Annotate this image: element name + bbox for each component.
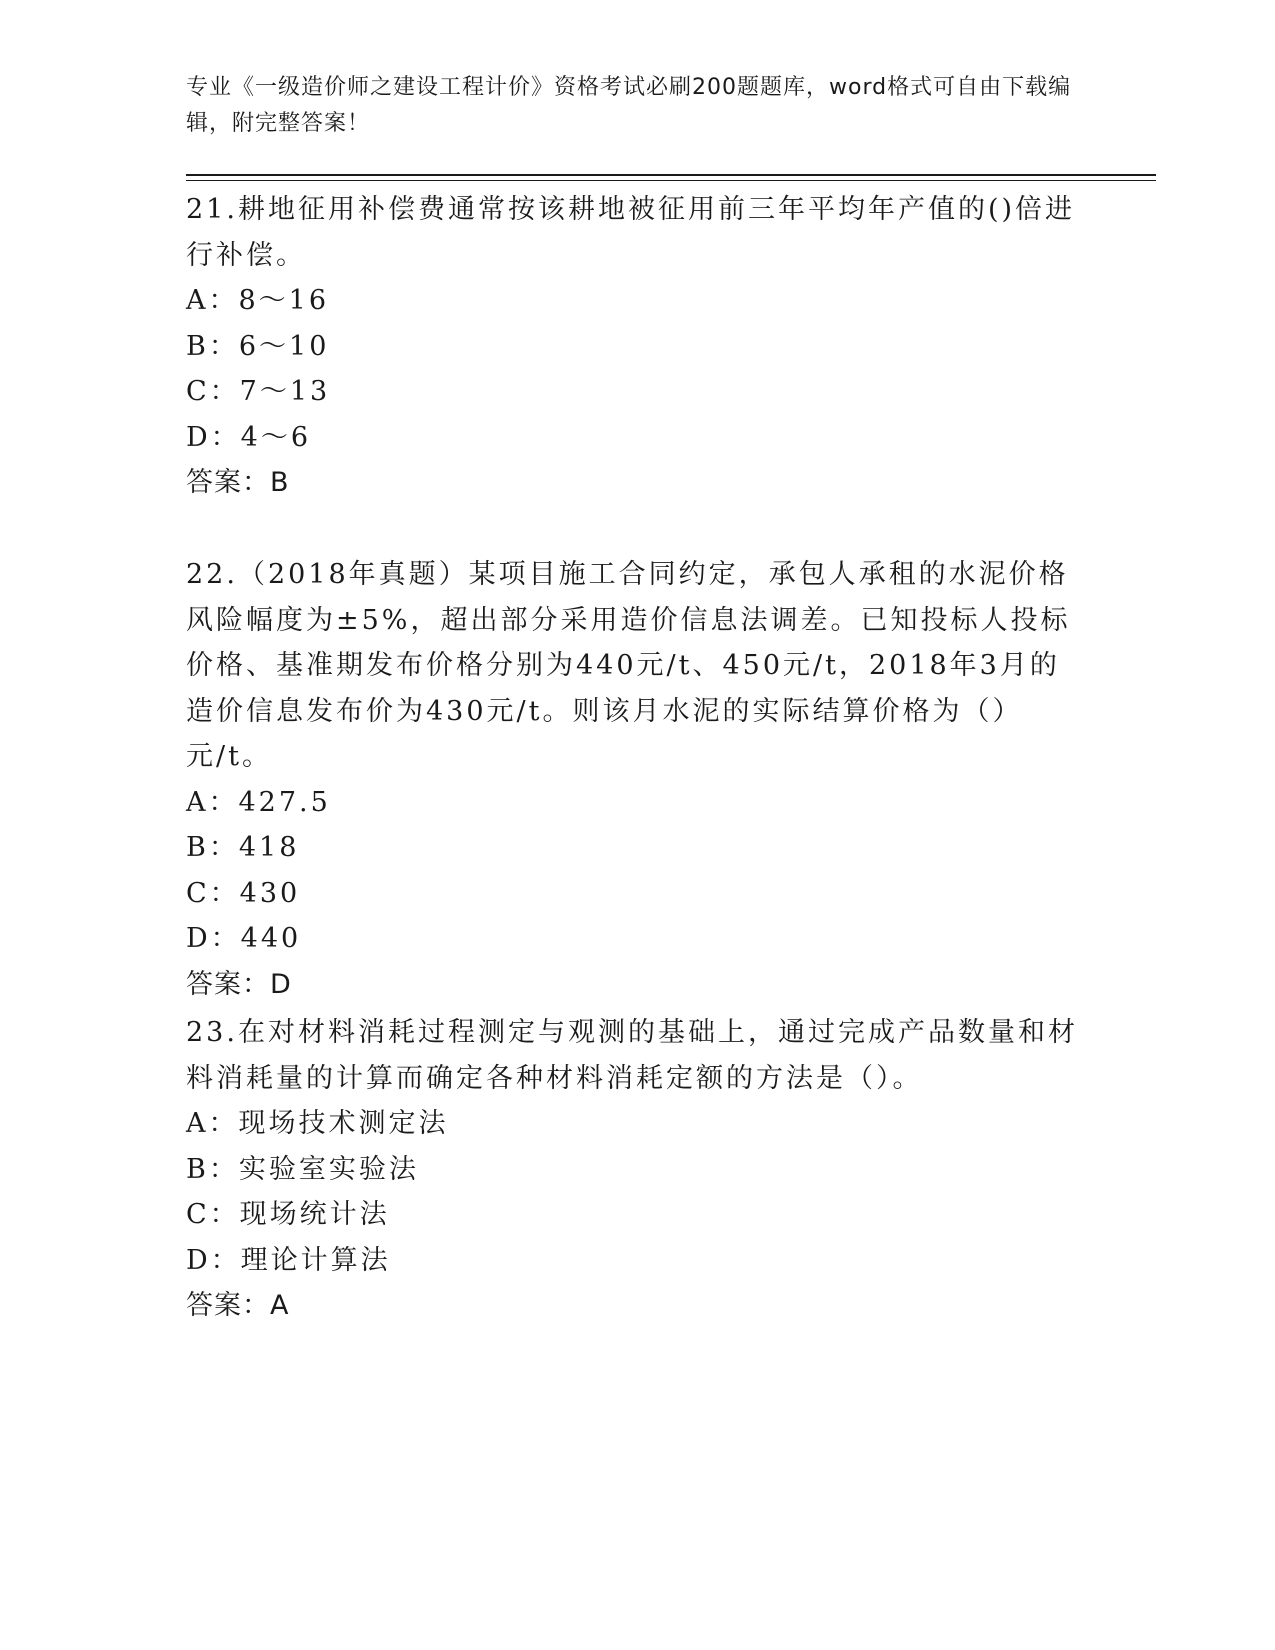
header-divider-thin <box>186 180 1156 181</box>
question-stem: 21.耕地征用补偿费通常按该耕地被征用前三年平均年产值的()倍进行补偿。 <box>186 194 1076 271</box>
option-a: A：现场技术测定法 <box>186 1108 449 1139</box>
question-stem: 22.（2018年真题）某项目施工合同约定，承包人承租的水泥价格风险幅度为±5%，超出部分采用造价信息法调差。已知投标人投标价格、基准期发布价格分别为440元/t、450元/t，2018年3月的造价信息发布价为430元/t。则该月水泥的实际结算价格为（）元/t。 <box>186 559 1071 772</box>
document-header: 专业《一级造价师之建设工程计价》资格考试必刷200题题库，word格式可自由下载编辑，附完整答案！ <box>186 75 1072 136</box>
option-d: D：4～6 <box>186 421 312 453</box>
question-22 <box>186 552 1086 1007</box>
option-d: D：理论计算法 <box>186 1244 391 1276</box>
option-c: C：现场统计法 <box>186 1199 390 1230</box>
question-stem: 23.在对材料消耗过程测定与观测的基础上，通过完成产品数量和材料消耗量的计算而确定各种材料消耗定额的方法是（）。 <box>186 1017 1078 1094</box>
option-a: A：8～16 <box>186 285 330 316</box>
option-b: B：418 <box>186 832 300 863</box>
option-c: C：7～13 <box>186 376 331 407</box>
option-b: B：实验室实验法 <box>186 1153 419 1185</box>
option-d: D：440 <box>186 923 302 954</box>
answer-line: 答案：D <box>186 968 292 1000</box>
question-23 <box>186 1010 1086 1328</box>
option-c: C：430 <box>186 877 301 909</box>
question-21 <box>186 187 1086 505</box>
option-b: B：6～10 <box>186 330 330 362</box>
option-a: A：427.5 <box>186 786 331 818</box>
header-divider-thick <box>186 174 1156 176</box>
answer-line: 答案：A <box>186 1290 290 1321</box>
answer-line: 答案：B <box>186 467 290 498</box>
